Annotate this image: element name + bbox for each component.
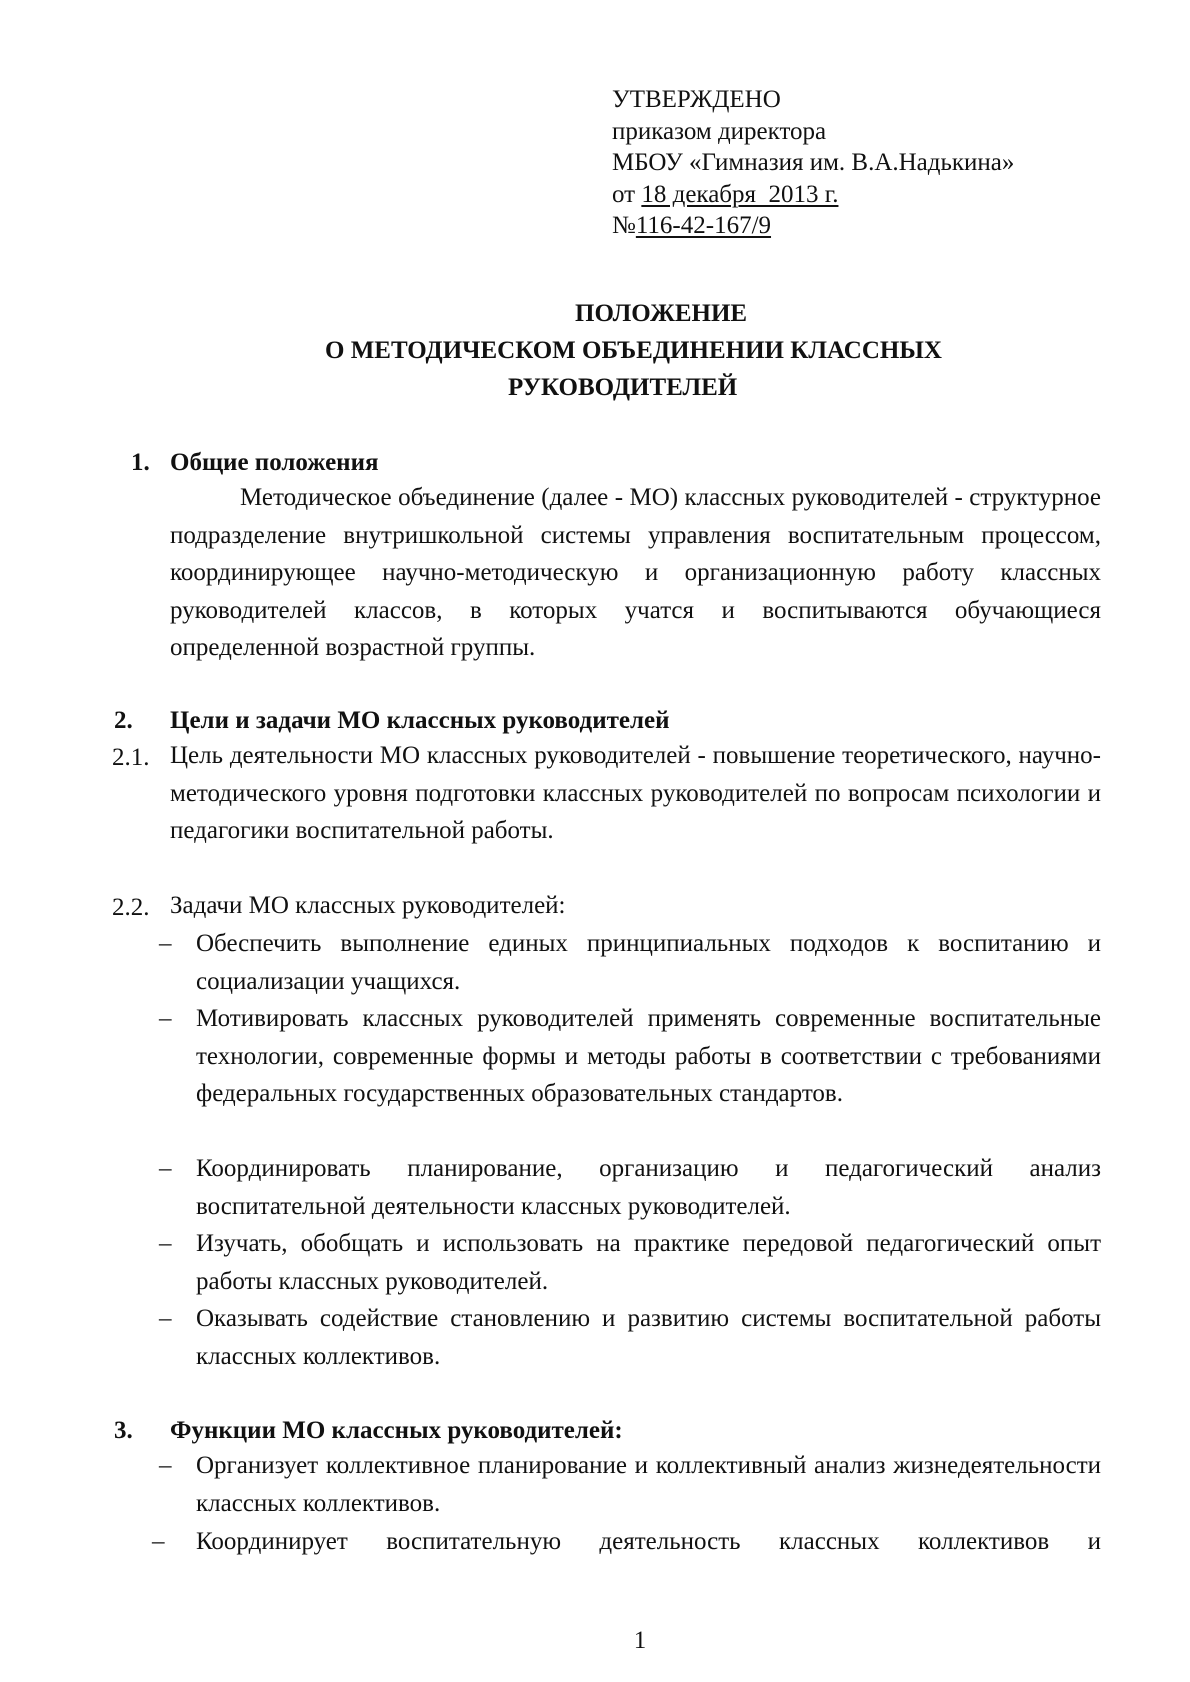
- page-number: 1: [633, 1627, 647, 1654]
- task-item-2: Мотивировать классных руководителей применять современные воспитательные технологии, современные формы и методы работы в соответствии с требованиями федеральных государственных образовательных стандартов.: [196, 1005, 1101, 1107]
- title-line-1: ПОЛОЖЕНИЕ: [575, 300, 748, 327]
- section-1-heading: Общие положения: [170, 449, 379, 476]
- task-1-dash: –: [159, 930, 172, 957]
- section-2-number: 2.: [114, 707, 133, 734]
- approval-date-line: [612, 179, 1014, 211]
- task-5-dash: –: [159, 1305, 172, 1332]
- approval-date: 18 декабря 2013 г.: [641, 180, 839, 208]
- section-2-heading: Цели и задачи МО классных руководителей: [170, 707, 670, 734]
- section-3-heading: Функции МО классных руководителей:: [170, 1417, 623, 1444]
- task-item-5: Оказывать содействие становлению и развитию системы воспитательной работы классных коллективов.: [196, 1305, 1101, 1370]
- approval-block: [612, 84, 1014, 242]
- function-item-1: Организует коллективное планирование и коллективный анализ жизнедеятельности классных коллективов.: [196, 1452, 1101, 1517]
- task-item-1: Обеспечить выполнение единых принципиальных подходов к воспитанию и социализации учащихся.: [196, 930, 1101, 995]
- section-1-number: 1.: [131, 449, 150, 476]
- subsection-2-2-number: 2.2.: [112, 894, 150, 921]
- task-2-dash: –: [159, 1005, 172, 1032]
- function-item-2: Координирует воспитательную деятельность классных коллективов и: [196, 1528, 1101, 1555]
- section-1-text: Методическое объединение (далее - МО) классных руководителей - структурное подразделение внутришкольной системы управления воспитательным процессом, координирующее научно-методическую и организационную работу классных руководителей классов, в которых учатся и воспитываются обучающиеся определенной возрастной группы.: [170, 484, 1101, 661]
- function-2-dash: –: [152, 1528, 165, 1555]
- subsection-2-1-text: Цель деятельности МО классных руководителей - повышение теоретического, научно-методического уровня подготовки классных руководителей по вопросам психологии и педагогики воспитательной работы.: [170, 742, 1101, 844]
- subsection-2-1-number: 2.1.: [112, 744, 150, 771]
- section-3-number: 3.: [114, 1417, 133, 1444]
- approval-number-line: [612, 210, 1014, 242]
- task-4-dash: –: [159, 1230, 172, 1257]
- approval-number-prefix: №: [612, 212, 636, 239]
- approval-school: МБОУ «Гимназия им. В.А.Надькина»: [612, 149, 1015, 176]
- task-item-3: Координировать планирование, организацию и педагогический анализ воспитательной деятельности классных руководителей.: [196, 1155, 1101, 1220]
- approval-number: 116-42-167/9: [635, 212, 772, 239]
- task-3-dash: –: [159, 1155, 172, 1182]
- approval-date-prefix: от: [612, 180, 642, 208]
- title-line-3: РУКОВОДИТЕЛЕЙ: [508, 374, 738, 401]
- title-line-2: О МЕТОДИЧЕСКОМ ОБЪЕДИНЕНИИ КЛАССНЫХ: [325, 337, 942, 364]
- subsection-2-2-text: Задачи МО классных руководителей:: [170, 892, 566, 919]
- approval-title: УТВЕРЖДЕНО: [612, 86, 781, 113]
- task-item-4: Изучать, обобщать и использовать на практике передовой педагогический опыт работы классных руководителей.: [196, 1230, 1101, 1295]
- function-1-dash: –: [159, 1452, 172, 1479]
- approval-order: приказом директора: [612, 117, 827, 145]
